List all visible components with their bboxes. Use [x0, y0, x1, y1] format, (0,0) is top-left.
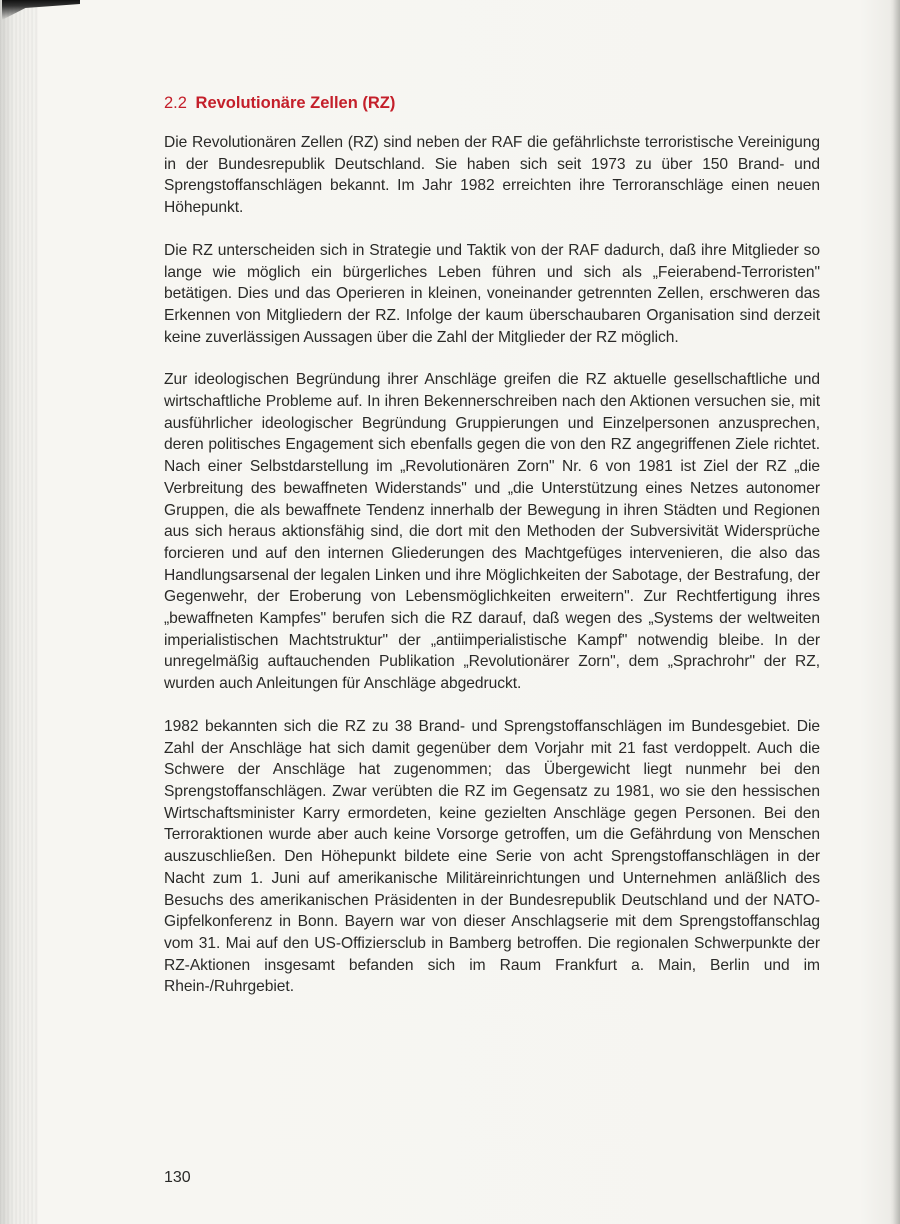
paragraph-intro: Die Revolutionären Zellen (RZ) sind neben der RAF die gefährlichste terroristische Vereinigung in der Bundesrepublik Deutschland. Sie haben sich seit 1973 zu über 150 Brand- und Sprengstoffanschlägen bekannt. Im Jahr 1982 erreichten ihre Terroranschläge einen neuen Höhepunkt. — [164, 134, 820, 217]
page-content — [164, 92, 820, 1019]
section-title: Revolutionäre Zellen (RZ) — [195, 94, 396, 112]
paragraph-strategy: Die RZ unterscheiden sich in Strategie und Taktik von der RAF dadurch, daß ihre Mitglieder so lange wie möglich ein bürgerliches Leben führen und sich als „Feierabend-Terroristen" betätigen. Dies und das Operieren in kleinen, voneinander getrennten Zellen, erschweren das Erkennen von Mitgliedern der RZ. Infolge der kaum überschaubaren Organisation sind derzeit keine zuverlässigen Aussagen über die Zahl der Mitglieder der RZ möglich. — [164, 241, 820, 346]
page-edge-shadow — [890, 0, 900, 1224]
section-number: 2.2 — [164, 94, 187, 112]
paragraph-ideology: Zur ideologischen Begründung ihrer Anschläge greifen die RZ aktuelle gesellschaftliche und wirtschaftliche Probleme auf. In ihren Bekennerschreiben nach den Aktionen versuchen sie, mit ausführlicher ideologischer Begründung Gruppierungen und Einzelpersonen anzusprechen, deren politisches Engagement sich ebenfalls gegen die von den RZ angegriffenen Ziele richtet. Nach einer Selbstdarstellung im „Revolutionären Zorn" Nr. 6 von 1981 ist Ziel der RZ „die Verbreitung des bewaffneten Widerstands" und „die Unterstützung eines Netzes autonomer Gruppen, die als bewaffnete Tendenz innerhalb der Bewegung in ihren Städten und Regionen aus sich heraus aktionsfähig sind, die dort mit den Methoden der Subversivität Widersprüche forcieren und auf den internen Gliederungen des Machtgefüges intervenieren, die also das Handlungsarsenal der legalen Linken und ihre Möglichkeiten der Sabotage, der Bestrafung, der Gegenwehr, der Eroberung von Lebensmöglichkeiten erweitern". Zur Rechtfertigung ihres „bewaffneten Kampfes" berufen sich die RZ darauf, daß wegen des „Systems der weltweiten imperialistischen Machtstruktur" der „antiimperialistische Kampf" notwendig bleibe. In der unregelmäßig auftauchenden Publikation „Revolutionärer Zorn", dem „Sprachrohr" der RZ, wurden auch Anleitungen für Anschläge abgedruckt. — [164, 371, 820, 693]
book-binding-shadow — [0, 0, 38, 1224]
page-number: 130 — [164, 1169, 191, 1186]
paragraph-1982: 1982 bekannten sich die RZ zu 38 Brand- und Sprengstoffanschlägen im Bundesgebiet. Die Zahl der Anschläge hat sich damit gegenüber dem Vorjahr mit 21 fast verdoppelt. Auch die Schwere der Anschläge hat zugenommen; das Übergewicht liegt nunmehr bei den Sprengstoffanschlägen. Zwar verübten die RZ im Gegensatz zu 1981, wo sie den hessischen Wirtschaftsminister Karry ermordeten, keine gezielten Anschläge gegen Personen. Bei den Terroraktionen wurde aber auch keine Vorsorge getroffen, um die Gefährdung von Menschen auszuschließen. Den Höhepunkt bildete eine Serie von acht Sprengstoffanschlägen in der Nacht zum 1. Juni auf amerikanische Militäreinrichtungen und Unternehmen anläßlich des Besuchs des amerikanischen Präsidenten in der Bundesrepublik Deutschland und der NATO-Gipfelkonferenz in Bonn. Bayern war von dieser Anschlagserie mit dem Sprengstoffanschlag vom 31. Mai auf den US-Offiziersclub in Bamberg betroffen. Die regionalen Schwerpunkte der RZ-Aktionen insgesamt befanden sich im Raum Frankfurt a. Main, Berlin und im Rhein-/Ruhrgebiet. — [164, 717, 820, 996]
section-heading — [164, 92, 820, 114]
